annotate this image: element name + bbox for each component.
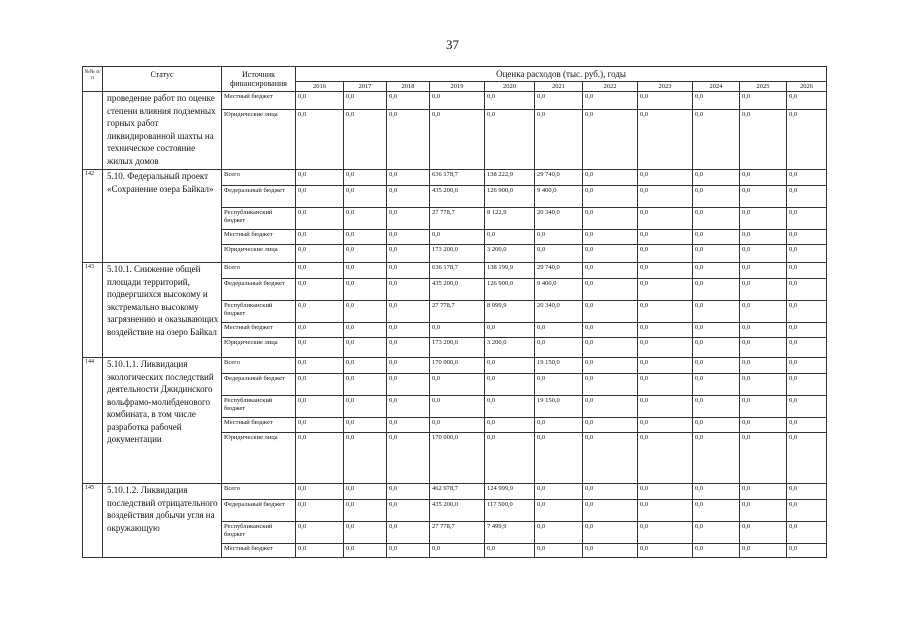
expense-value-cell: 138 199,9 <box>485 263 535 279</box>
expense-value-cell: 0,0 <box>430 323 485 338</box>
expense-value-cell: 0,0 <box>387 208 430 230</box>
expense-value-cell: 0,0 <box>535 245 583 263</box>
year-header-cell: 2018 <box>387 82 430 92</box>
expense-value-cell: 0,0 <box>296 92 344 110</box>
expense-value-cell: 0,0 <box>583 396 638 418</box>
expense-value-cell: 7 499,9 <box>485 522 535 544</box>
expense-value-cell: 0,0 <box>740 208 787 230</box>
expense-value-cell: 0,0 <box>787 279 827 301</box>
expense-value-cell: 0,0 <box>387 544 430 558</box>
expense-value-cell: 0,0 <box>583 170 638 186</box>
expense-value-cell: 0,0 <box>693 208 740 230</box>
expense-value-cell: 0,0 <box>740 374 787 396</box>
expense-value-cell: 0,0 <box>693 301 740 323</box>
status-cell: 5.10.1.1. Ликвидация экологических последствий деятельности Джидинского вольфрамо-молибденового комбината, в том числе разработка рабочей документации <box>103 358 222 484</box>
expense-value-cell: 138 222,9 <box>485 170 535 186</box>
expense-value-cell: 0,0 <box>693 338 740 358</box>
expense-value-cell: 0,0 <box>344 522 387 544</box>
expense-value-cell: 0,0 <box>344 418 387 433</box>
expense-value-cell: 0,0 <box>693 396 740 418</box>
expense-value-cell: 0,0 <box>583 418 638 433</box>
funding-source-cell: Всего <box>222 358 296 374</box>
row-number: 143 <box>83 263 103 358</box>
table-row <box>83 358 827 374</box>
expense-value-cell: 3 200,0 <box>485 338 535 358</box>
expense-value-cell: 126 900,0 <box>485 186 535 208</box>
funding-source-cell: Местный бюджет <box>222 418 296 433</box>
expense-value-cell: 0,0 <box>740 433 787 484</box>
expense-value-cell: 0,0 <box>387 433 430 484</box>
expense-value-cell: 0,0 <box>787 418 827 433</box>
expense-value-cell: 636 178,7 <box>430 263 485 279</box>
expense-value-cell: 0,0 <box>535 433 583 484</box>
expense-value-cell: 0,0 <box>485 323 535 338</box>
expense-value-cell: 0,0 <box>787 396 827 418</box>
expense-value-cell: 0,0 <box>693 170 740 186</box>
expense-value-cell: 0,0 <box>693 418 740 433</box>
funding-source-cell: Федеральный бюджет <box>222 279 296 301</box>
expense-value-cell: 0,0 <box>740 279 787 301</box>
expense-value-cell: 0,0 <box>535 110 583 170</box>
table-row <box>83 92 827 110</box>
funding-source-cell: Юридические лица <box>222 338 296 358</box>
expense-value-cell: 0,0 <box>638 358 693 374</box>
expense-value-cell: 0,0 <box>787 338 827 358</box>
expense-value-cell: 0,0 <box>638 396 693 418</box>
expense-value-cell: 0,0 <box>583 500 638 522</box>
expense-value-cell: 0,0 <box>787 92 827 110</box>
expense-value-cell: 0,0 <box>787 110 827 170</box>
expense-value-cell: 0,0 <box>296 500 344 522</box>
expense-value-cell: 0,0 <box>740 396 787 418</box>
expense-value-cell: 0,0 <box>387 263 430 279</box>
expense-value-cell: 0,0 <box>296 374 344 396</box>
expense-value-cell: 0,0 <box>693 186 740 208</box>
expense-value-cell: 0,0 <box>693 92 740 110</box>
funding-source-cell: Местный бюджет <box>222 230 296 245</box>
expense-value-cell: 0,0 <box>583 230 638 245</box>
expense-value-cell: 20 340,0 <box>535 301 583 323</box>
expense-value-cell: 0,0 <box>535 374 583 396</box>
expense-value-cell: 0,0 <box>638 301 693 323</box>
expense-value-cell: 0,0 <box>344 374 387 396</box>
expense-value-cell: 0,0 <box>583 338 638 358</box>
expense-value-cell: 0,0 <box>787 484 827 500</box>
expense-value-cell: 0,0 <box>387 484 430 500</box>
expense-value-cell: 0,0 <box>387 301 430 323</box>
expense-value-cell: 0,0 <box>296 338 344 358</box>
year-header-cell: 2016 <box>296 82 344 92</box>
expense-value-cell: 0,0 <box>638 263 693 279</box>
funding-source-cell: Федеральный бюджет <box>222 186 296 208</box>
header-status: Статус <box>103 67 222 92</box>
expense-value-cell: 0,0 <box>535 323 583 338</box>
expense-value-cell: 0,0 <box>296 110 344 170</box>
expense-value-cell: 0,0 <box>638 170 693 186</box>
expense-value-cell: 0,0 <box>787 170 827 186</box>
expense-value-cell: 0,0 <box>693 110 740 170</box>
expense-value-cell: 0,0 <box>787 323 827 338</box>
expense-value-cell: 29 740,0 <box>535 170 583 186</box>
expense-value-cell: 0,0 <box>583 245 638 263</box>
expense-value-cell: 0,0 <box>787 433 827 484</box>
expense-value-cell: 0,0 <box>387 323 430 338</box>
expense-value-cell: 0,0 <box>583 522 638 544</box>
expense-value-cell: 0,0 <box>693 279 740 301</box>
expense-value-cell: 0,0 <box>583 301 638 323</box>
expense-value-cell: 0,0 <box>387 92 430 110</box>
expense-value-cell: 0,0 <box>740 92 787 110</box>
page-number: 37 <box>446 37 459 52</box>
expense-value-cell: 0,0 <box>740 500 787 522</box>
expense-value-cell: 0,0 <box>535 338 583 358</box>
row-number: 142 <box>83 170 103 263</box>
funding-source-cell: Юридические лица <box>222 245 296 263</box>
year-header-cell: 2017 <box>344 82 387 92</box>
status-cell: 5.10. Федеральный проект «Сохранение озера Байкал» <box>103 170 222 263</box>
expense-value-cell: 0,0 <box>344 323 387 338</box>
expense-value-cell: 435 200,0 <box>430 279 485 301</box>
expense-value-cell: 0,0 <box>296 396 344 418</box>
expense-value-cell: 0,0 <box>583 544 638 558</box>
expense-value-cell: 0,0 <box>638 110 693 170</box>
expense-value-cell: 0,0 <box>430 110 485 170</box>
expense-value-cell: 0,0 <box>740 263 787 279</box>
expense-value-cell: 0,0 <box>693 245 740 263</box>
expense-value-cell: 0,0 <box>387 500 430 522</box>
expense-value-cell: 0,0 <box>583 110 638 170</box>
expense-value-cell: 0,0 <box>583 263 638 279</box>
expense-value-cell: 0,0 <box>740 484 787 500</box>
expense-value-cell: 19 150,0 <box>535 358 583 374</box>
expense-value-cell: 9 400,0 <box>535 279 583 301</box>
expense-value-cell: 0,0 <box>296 263 344 279</box>
expense-value-cell: 0,0 <box>387 418 430 433</box>
header-num: №№ п/п <box>83 67 103 92</box>
status-cell: проведение работ по оценке степени влияния подземных горных работ ликвидированной шахты на техническое состояние жилых домов <box>103 92 222 170</box>
expense-value-cell: 0,0 <box>638 418 693 433</box>
expense-value-cell: 0,0 <box>296 544 344 558</box>
funding-source-cell: Местный бюджет <box>222 544 296 558</box>
expense-value-cell: 0,0 <box>787 522 827 544</box>
year-header-cell: 2021 <box>535 82 583 92</box>
expense-value-cell: 0,0 <box>693 433 740 484</box>
expense-value-cell: 0,0 <box>344 279 387 301</box>
expense-value-cell: 0,0 <box>583 279 638 301</box>
expense-value-cell: 0,0 <box>693 358 740 374</box>
funding-source-cell: Местный бюджет <box>222 323 296 338</box>
expense-value-cell: 170 000,0 <box>430 358 485 374</box>
expense-value-cell: 8 099,9 <box>485 301 535 323</box>
funding-source-cell: Федеральный бюджет <box>222 500 296 522</box>
expense-value-cell: 0,0 <box>344 186 387 208</box>
expense-value-cell: 0,0 <box>740 323 787 338</box>
expense-value-cell: 0,0 <box>296 358 344 374</box>
expense-value-cell: 27 778,7 <box>430 301 485 323</box>
expense-value-cell: 0,0 <box>787 301 827 323</box>
expense-value-cell: 0,0 <box>485 110 535 170</box>
funding-source-cell: Всего <box>222 484 296 500</box>
expense-value-cell: 0,0 <box>485 358 535 374</box>
expense-value-cell: 173 200,0 <box>430 338 485 358</box>
expense-value-cell: 0,0 <box>485 92 535 110</box>
expense-value-cell: 0,0 <box>787 500 827 522</box>
expense-value-cell: 0,0 <box>638 374 693 396</box>
expense-value-cell: 0,0 <box>583 374 638 396</box>
expense-value-cell: 0,0 <box>638 92 693 110</box>
expense-value-cell: 0,0 <box>485 230 535 245</box>
expense-value-cell: 0,0 <box>693 230 740 245</box>
expense-value-cell: 0,0 <box>693 374 740 396</box>
expense-value-cell: 0,0 <box>740 522 787 544</box>
funding-source-cell: Всего <box>222 170 296 186</box>
expense-value-cell: 0,0 <box>387 230 430 245</box>
expense-value-cell: 0,0 <box>387 374 430 396</box>
funding-source-cell: Местный бюджет <box>222 92 296 110</box>
expense-value-cell: 0,0 <box>387 396 430 418</box>
expense-value-cell: 0,0 <box>344 263 387 279</box>
expense-value-cell: 0,0 <box>638 323 693 338</box>
year-header-cell: 2022 <box>583 82 638 92</box>
expense-value-cell: 0,0 <box>535 522 583 544</box>
funding-source-cell: Республиканский бюджет <box>222 522 296 544</box>
expense-value-cell: 0,0 <box>344 358 387 374</box>
expense-value-cell: 0,0 <box>296 301 344 323</box>
expense-value-cell: 8 122,9 <box>485 208 535 230</box>
expense-value-cell: 0,0 <box>787 263 827 279</box>
expense-value-cell: 0,0 <box>387 279 430 301</box>
expense-value-cell: 20 340,0 <box>535 208 583 230</box>
expense-value-cell: 0,0 <box>430 92 485 110</box>
expense-value-cell: 0,0 <box>535 418 583 433</box>
budget-table <box>82 66 827 558</box>
expense-value-cell: 29 740,0 <box>535 263 583 279</box>
expense-value-cell: 0,0 <box>387 338 430 358</box>
expense-value-cell: 0,0 <box>638 279 693 301</box>
year-header-cell: 2025 <box>740 82 787 92</box>
expense-value-cell: 0,0 <box>787 245 827 263</box>
status-cell: 5.10.1.2. Ликвидация последствий отрицательного воздействия добычи угля на окружающую <box>103 484 222 558</box>
expense-value-cell: 0,0 <box>638 433 693 484</box>
expense-value-cell: 0,0 <box>787 544 827 558</box>
expense-value-cell: 0,0 <box>787 208 827 230</box>
expense-value-cell: 0,0 <box>296 186 344 208</box>
funding-source-cell: Республиканский бюджет <box>222 396 296 418</box>
header-source: Источник финансирования <box>222 67 296 92</box>
funding-source-cell: Юридические лица <box>222 110 296 170</box>
expense-value-cell: 0,0 <box>430 396 485 418</box>
expense-value-cell: 435 200,0 <box>430 186 485 208</box>
year-header-cell: 2020 <box>485 82 535 92</box>
expense-value-cell: 0,0 <box>485 396 535 418</box>
funding-source-cell: Федеральный бюджет <box>222 374 296 396</box>
expense-value-cell: 0,0 <box>296 418 344 433</box>
expense-value-cell: 0,0 <box>296 245 344 263</box>
expense-value-cell: 636 178,7 <box>430 170 485 186</box>
expense-value-cell: 0,0 <box>638 186 693 208</box>
year-header-cell: 2019 <box>430 82 485 92</box>
funding-source-cell: Республиканский бюджет <box>222 301 296 323</box>
table-row <box>83 484 827 500</box>
expense-value-cell: 0,0 <box>740 338 787 358</box>
expense-value-cell: 0,0 <box>583 186 638 208</box>
expense-value-cell: 0,0 <box>740 230 787 245</box>
expense-value-cell: 0,0 <box>583 323 638 338</box>
expense-value-cell: 0,0 <box>583 484 638 500</box>
expense-value-cell: 0,0 <box>740 110 787 170</box>
expense-value-cell: 462 978,7 <box>430 484 485 500</box>
expense-value-cell: 9 400,0 <box>535 186 583 208</box>
expense-value-cell: 0,0 <box>638 338 693 358</box>
expense-value-cell: 173 200,0 <box>430 245 485 263</box>
expense-value-cell: 0,0 <box>740 301 787 323</box>
expense-value-cell: 0,0 <box>344 230 387 245</box>
expense-value-cell: 0,0 <box>638 245 693 263</box>
expense-value-cell: 27 778,7 <box>430 208 485 230</box>
expense-value-cell: 0,0 <box>583 358 638 374</box>
expense-value-cell: 0,0 <box>296 208 344 230</box>
funding-source-cell: Республиканский бюджет <box>222 208 296 230</box>
table-header <box>83 67 827 92</box>
expense-value-cell: 0,0 <box>344 484 387 500</box>
expense-value-cell: 0,0 <box>693 484 740 500</box>
expense-value-cell: 117 500,0 <box>485 500 535 522</box>
expense-value-cell: 0,0 <box>296 279 344 301</box>
row-number <box>83 92 103 170</box>
expense-value-cell: 3 200,0 <box>485 245 535 263</box>
expense-value-cell: 0,0 <box>638 208 693 230</box>
table-body <box>83 92 827 558</box>
expense-value-cell: 0,0 <box>740 170 787 186</box>
expense-value-cell: 0,0 <box>787 374 827 396</box>
expense-value-cell: 124 999,9 <box>485 484 535 500</box>
expense-value-cell: 0,0 <box>344 110 387 170</box>
expense-value-cell: 19 150,0 <box>535 396 583 418</box>
expense-value-cell: 0,0 <box>583 92 638 110</box>
expense-value-cell: 0,0 <box>787 186 827 208</box>
expense-value-cell: 0,0 <box>430 544 485 558</box>
expense-value-cell: 0,0 <box>387 358 430 374</box>
table-row <box>83 263 827 279</box>
expense-value-cell: 0,0 <box>344 433 387 484</box>
expense-value-cell: 0,0 <box>387 110 430 170</box>
funding-source-cell: Юридические лица <box>222 433 296 484</box>
expense-value-cell: 0,0 <box>535 484 583 500</box>
expense-value-cell: 0,0 <box>535 230 583 245</box>
funding-source-cell: Всего <box>222 263 296 279</box>
expense-value-cell: 0,0 <box>740 186 787 208</box>
expense-value-cell: 0,0 <box>638 484 693 500</box>
expense-value-cell: 0,0 <box>387 245 430 263</box>
expense-value-cell: 0,0 <box>485 418 535 433</box>
expense-value-cell: 0,0 <box>740 245 787 263</box>
expense-value-cell: 0,0 <box>344 500 387 522</box>
table-row <box>83 170 827 186</box>
expense-value-cell: 0,0 <box>387 186 430 208</box>
expense-value-cell: 0,0 <box>583 208 638 230</box>
expense-value-cell: 27 778,7 <box>430 522 485 544</box>
expense-value-cell: 0,0 <box>693 500 740 522</box>
expense-value-cell: 0,0 <box>787 358 827 374</box>
expense-value-cell: 0,0 <box>344 245 387 263</box>
expense-value-cell: 0,0 <box>693 544 740 558</box>
expense-value-cell: 0,0 <box>344 338 387 358</box>
expense-value-cell: 0,0 <box>296 170 344 186</box>
expense-value-cell: 0,0 <box>787 230 827 245</box>
expense-value-cell: 0,0 <box>430 230 485 245</box>
expense-value-cell: 0,0 <box>296 433 344 484</box>
expense-value-cell: 0,0 <box>344 92 387 110</box>
expense-value-cell: 0,0 <box>296 522 344 544</box>
expense-value-cell: 435 200,0 <box>430 500 485 522</box>
expense-value-cell: 0,0 <box>344 544 387 558</box>
expense-value-cell: 0,0 <box>485 544 535 558</box>
status-cell: 5.10.1. Снижение общей площади территорий, подвергшихся высокому и экстремально высокому загрязнению и оказывающих воздействие на озеро Байкал <box>103 263 222 358</box>
expense-value-cell: 0,0 <box>535 92 583 110</box>
expense-value-cell: 0,0 <box>430 418 485 433</box>
year-header-cell: 2023 <box>638 82 693 92</box>
expense-value-cell: 0,0 <box>430 374 485 396</box>
row-number: 145 <box>83 484 103 558</box>
expense-value-cell: 0,0 <box>387 170 430 186</box>
expense-value-cell: 0,0 <box>638 500 693 522</box>
expense-value-cell: 0,0 <box>638 230 693 245</box>
expense-value-cell: 0,0 <box>740 544 787 558</box>
expense-value-cell: 126 900,0 <box>485 279 535 301</box>
expense-value-cell: 0,0 <box>344 396 387 418</box>
expense-value-cell: 0,0 <box>296 484 344 500</box>
expense-value-cell: 0,0 <box>740 418 787 433</box>
expense-value-cell: 0,0 <box>296 323 344 338</box>
expense-value-cell: 0,0 <box>485 433 535 484</box>
expense-value-cell: 0,0 <box>387 522 430 544</box>
expense-value-cell: 0,0 <box>535 500 583 522</box>
expense-value-cell: 0,0 <box>693 323 740 338</box>
expense-value-cell: 0,0 <box>344 208 387 230</box>
expense-value-cell: 0,0 <box>693 522 740 544</box>
expense-value-cell: 0,0 <box>344 301 387 323</box>
expense-value-cell: 170 000,0 <box>430 433 485 484</box>
expense-value-cell: 0,0 <box>583 433 638 484</box>
year-header-cell: 2026 <box>787 82 827 92</box>
expense-value-cell: 0,0 <box>296 230 344 245</box>
expense-value-cell: 0,0 <box>638 522 693 544</box>
expense-value-cell: 0,0 <box>638 544 693 558</box>
header-evaluation: Оценка расходов (тыс. руб.), годы <box>296 67 827 82</box>
row-number: 144 <box>83 358 103 484</box>
expense-value-cell: 0,0 <box>344 170 387 186</box>
expense-value-cell: 0,0 <box>485 374 535 396</box>
year-header-cell: 2024 <box>693 82 740 92</box>
expense-value-cell: 0,0 <box>693 263 740 279</box>
expense-value-cell: 0,0 <box>535 544 583 558</box>
expense-value-cell: 0,0 <box>740 358 787 374</box>
